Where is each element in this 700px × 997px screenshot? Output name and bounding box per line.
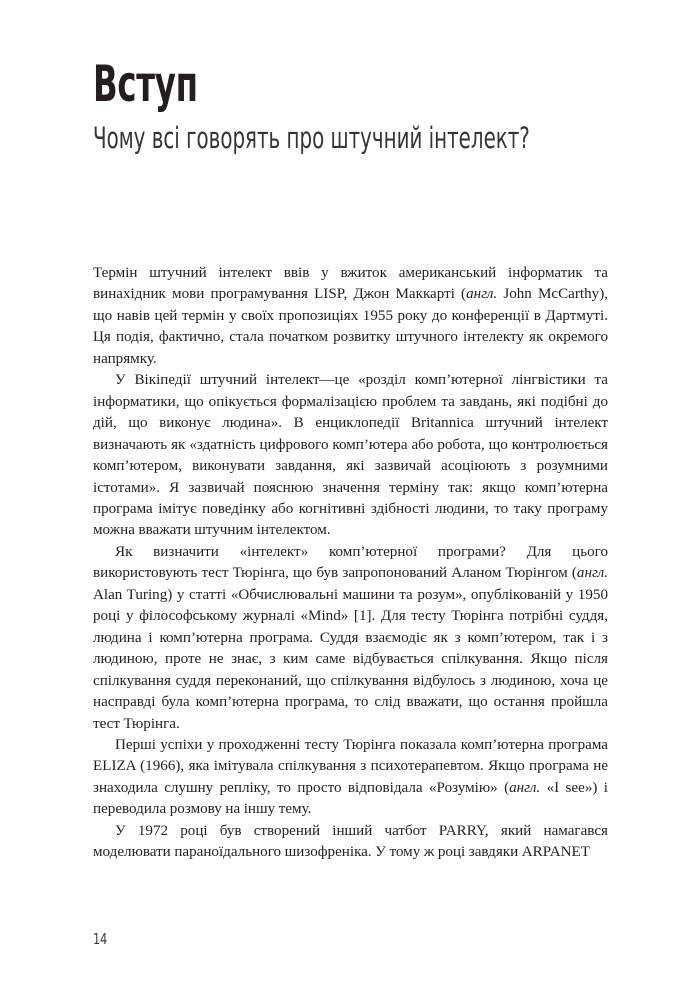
body-paragraph (93, 263, 608, 370)
body-paragraph (93, 370, 608, 542)
italic-run: англ. (576, 565, 608, 582)
chapter-heading-block (93, 55, 609, 155)
italic-run: англ. (466, 286, 498, 303)
page-subtitle: Чому всі говорять про штучний інтелект? (93, 121, 530, 155)
text-run: Як визначити «інтелект» комп’ютерної програми? Для цього використовують тест Тюрінга, що був запропонований Аланом Тюрінгом ( (93, 543, 608, 582)
text-run: «I see») і переводила розмову на іншу тему. (93, 779, 608, 818)
body-paragraph (93, 735, 608, 821)
text-run: Термін штучний інтелект ввів у вжиток американський інформатик та винахідник мови програмування LISP, Джон Маккарті ( (93, 265, 608, 303)
page-title: Вступ (93, 55, 198, 113)
body-paragraph (93, 542, 608, 735)
page-number: 14 (93, 930, 108, 948)
text-run: Alan Turing) у статті «Обчислювальні машини та розум», опублікованій у 1950 році у філософському журналі «Mind» [1]. Для тесту Тюрінга потрібні суддя, людина і комп’ютерна програма. Суддя взаємодіє як з комп’ютером, так і з людиною, проте не знає, з ким саме відбувається спілкування. Якщо після спілкування суддя переконаний, що спілкування відбулось з людиною, хоча це насправді була комп’ютерна програма, то слід вважати, що остання пройшла тест Тюрінга. (93, 586, 608, 732)
text-run: Перші успіхи у проходженні тесту Тюрінга показала комп’ютерна програма ELIZA (1966), яка імітувала спілкування з психотерапевтом. Якщо програма не знаходила слушну репліку, то просто відповідала «Розумію» ( (93, 736, 608, 796)
text-run: У Вікіпедії штучний інтелект—це «розділ комп’ютерної лінгвістики та інформатики, що опікується формалізацією проблем та завдань, які подібні до дій, що виконує людина». В енциклопедії Britannica штучний інтелект визначають як «здатність цифрового комп’ютера або робота, що контролюється комп’ютером, виконувати завдання, які зазвичай асоціюють з розумними істотами». Я зазвичай пояснюю значення терміну так: якщо комп’ютерна програма імітує поведінку або когнітивні здібності людини, то таку програму можна вважати штучним інтелектом. (93, 372, 608, 539)
italic-run: англ. (509, 779, 541, 796)
text-run: John McCarthy), що навів цей термін у своїх пропозиціях 1955 року до конференції в Дартмуті. Ця подія, фактично, стала початком розвитку штучного інтелекту як окремого напрямку. (93, 286, 608, 367)
body-paragraph (93, 821, 608, 864)
body-text-column (93, 263, 608, 864)
text-run: У 1972 році був створений інший чатбот PARRY, який намагався моделювати параноїдального шизофреніка. У тому ж році завдяки ARPANET (93, 822, 608, 861)
